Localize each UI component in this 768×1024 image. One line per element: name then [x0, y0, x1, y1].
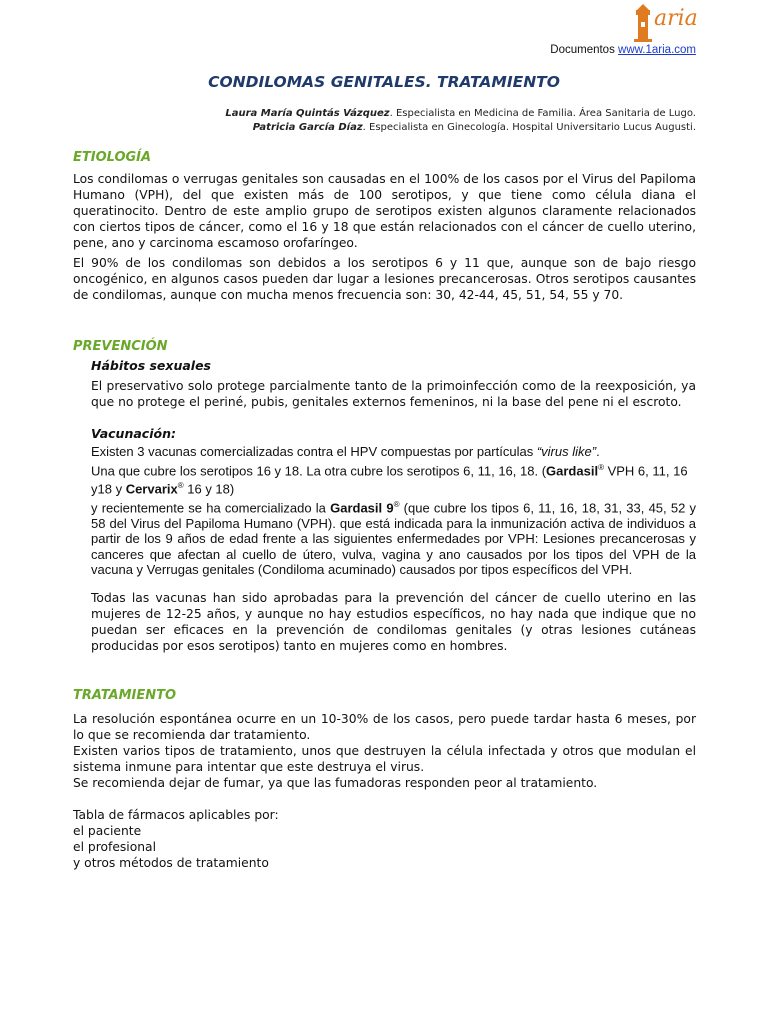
text: (que cubre los tipos 6, 11, 16, 18, 31, 33, 45, 52 y 58 del Virus del Papiloma Humano (VPH). que está indicada para la inmunización activa de individuos a partir de los 9 años de edad frente a las siguientes enfermedades por VPH: Lesiones precancerosas y canceres que afectan al cuello de útero, vulva, vagina y ano causados por los tipos del VPH de la vacuna y Verrugas genitales (Condiloma acuminado) causados por tipos específicos del VPH.	[91, 500, 696, 578]
habitos-paragraph: El preservativo solo protege parcialmente tanto de la primoinfección como de la reexposición, ya que no protege el periné, pubis, genitales externos femeninos, ni la base del pene ni el escroto.	[91, 379, 696, 409]
vacunacion-line-2	[91, 460, 696, 498]
subheading-vacunacion: Vacunación:	[91, 426, 176, 441]
author-desc: . Especialista en Medicina de Familia. Área Sanitaria de Lugo.	[389, 108, 696, 119]
virus-like-text: “virus like”	[536, 444, 597, 459]
vacunacion-line-3	[91, 497, 696, 578]
tratamiento-block	[73, 711, 696, 791]
cervarix-label: Cervarix	[125, 481, 178, 497]
gardasil9-label: Gardasil 9	[330, 500, 394, 516]
text: y recientemente se ha comercializado la	[91, 500, 331, 516]
author-1	[225, 107, 696, 121]
docs-link[interactable]: www.1aria.com	[618, 44, 696, 56]
lighthouse-icon	[632, 4, 654, 44]
author-name: Patricia García Díaz	[252, 122, 363, 133]
logo-text: aria	[654, 6, 698, 31]
list-item: el profesional	[73, 840, 156, 854]
page-title: CONDILOMAS GENITALES. TRATAMIENTO	[208, 73, 560, 91]
vacunacion-paragraph-2: Todas las vacunas han sido aprobadas para la prevención del cáncer de cuello uterino en las mujeres de 12-25 años, y aunque no hay estudios específicos, no hay nada que indique que no puedan ser eficaces en la prevención de condilomas genitales (y otras lesiones cutáneas producidas por esos serotipos) tanto en mujeres como en hombres.	[91, 591, 696, 653]
etiologia-paragraph-1: Los condilomas o verrugas genitales son causadas en el 100% de los casos por el Virus del Papiloma Humano (VPH), del que existen más de 100 serotipos, y que tiene como célula diana el queratinocito. Dentro de este amplio grupo de serotipos existen algunos claramente relacionados con ciertos tipos de cáncer, como el 16 y 18 que están relacionados con el cáncer de cuello uterino, pene, ano y carcinoma escamoso orofaríngeo.	[73, 172, 696, 250]
documents-header	[550, 44, 696, 56]
author-2	[225, 121, 696, 135]
list-item: el paciente	[73, 824, 142, 838]
text: VPH 6, 11, 16 y18 y	[91, 462, 688, 497]
section-heading-etiologia: ETIOLOGÍA	[73, 150, 152, 165]
logo	[632, 4, 698, 44]
tabla-farmacos-list	[73, 807, 696, 871]
tratamiento-line-1: La resolución espontánea ocurre en un 10-30% de los casos, pero puede tardar hasta 6 meses, por lo que se recomienda dar tratamiento.	[73, 712, 696, 742]
gardasil-label: Gardasil	[546, 462, 599, 478]
registered-mark: ®	[598, 462, 604, 472]
text: Una que cubre los serotipos 16 y 18. La otra cubre los serotipos 6, 11, 16, 18. (	[91, 462, 547, 478]
vacunacion-line-1	[91, 444, 696, 460]
registered-mark: ®	[393, 500, 400, 510]
etiologia-paragraph-2: El 90% de los condilomas son debidos a los serotipos 6 y 11 que, aunque son de bajo riesgo oncogénico, en algunos casos pueden dar lugar a lesiones precancerosas. Otros serotipos causantes de condilomas, aunque con mucha menos frecuencia son: 30, 42-44, 45, 51, 54, 55 y 70.	[73, 256, 696, 302]
text: 16 y 18)	[183, 481, 235, 497]
text: .	[596, 444, 600, 459]
tratamiento-line-2: Existen varios tipos de tratamiento, unos que destruyen la célula infectada y otros que modulan el sistema inmune para intentar que este destruya el virus.	[73, 744, 696, 774]
docs-label: Documentos	[550, 44, 619, 56]
registered-mark: ®	[177, 481, 184, 491]
vacunacion-block	[91, 444, 696, 578]
text: Existen 3 vacunas comercializadas contra el HPV compuestas por partículas	[91, 444, 537, 459]
author-name: Laura María Quintás Vázquez	[225, 108, 390, 119]
tabla-intro: Tabla de fármacos aplicables por:	[73, 808, 279, 822]
list-item: y otros métodos de tratamiento	[73, 856, 269, 870]
author-desc: . Especialista en Ginecología. Hospital Universitario Lucus Augusti.	[362, 122, 696, 133]
subheading-habitos: Hábitos sexuales	[91, 358, 212, 373]
authors	[225, 107, 696, 135]
tratamiento-line-3: Se recomienda dejar de fumar, ya que las fumadoras responden peor al tratamiento.	[73, 776, 598, 790]
section-heading-tratamiento: TRATAMIENTO	[73, 688, 177, 703]
section-heading-prevencion: PREVENCIÓN	[73, 339, 168, 354]
